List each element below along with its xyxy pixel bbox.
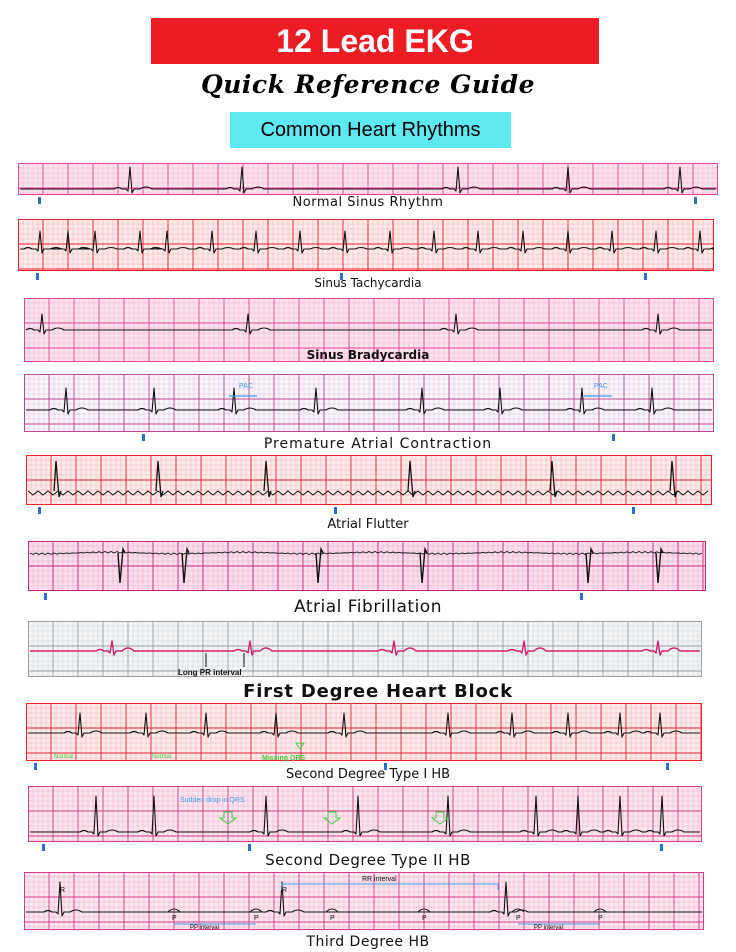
strip-marker	[660, 844, 663, 851]
caption-first-degree: First Degree Heart Block	[243, 681, 513, 702]
pac-label: PAC	[239, 383, 253, 390]
strip-marker	[248, 844, 251, 851]
ekg-strip-second-degree-type-2	[28, 786, 702, 852]
ekg-strip-second-degree-type-1	[26, 703, 702, 771]
ekg-strip-third-degree	[24, 872, 704, 940]
long-pr-label: Long PR interval	[178, 668, 242, 677]
r-label: R	[282, 887, 288, 894]
p-label: P	[330, 915, 335, 922]
caption-sinus-bradycardia: Sinus Bradycardia	[306, 348, 430, 362]
caption-second-degree-type-2: Second Degree Type II HB	[265, 851, 471, 869]
pp-interval-label: PP interval	[534, 925, 563, 930]
ekg-strip-atrial-fibrillation	[28, 541, 706, 601]
p-label: P	[254, 915, 259, 922]
caption-sinus-tachycardia: Sinus Tachycardia	[314, 276, 422, 290]
caption-normal-sinus: Normal Sinus Rhythm	[292, 195, 444, 210]
caption-atrial-fibrillation: Atrial Fibrillation	[294, 597, 442, 617]
p-label: P	[516, 915, 521, 922]
sudden-drop-label: Sudden drop in QRS	[180, 797, 245, 804]
pac-label: PAC	[594, 383, 608, 390]
caption-second-degree-type-1: Second Degree Type I HB	[285, 767, 451, 782]
ekg-strip-atrial-flutter	[26, 455, 712, 515]
pp-interval-label: PP interval	[190, 925, 219, 930]
ekg-strip-first-degree	[28, 621, 702, 687]
ekg-strip-pac	[24, 374, 714, 442]
caption-pac: Premature Atrial Contraction	[263, 436, 493, 452]
rr-interval-label: RR interval	[362, 876, 397, 883]
page-subtitle: Quick Reference Guide	[200, 70, 536, 99]
category-label: Common Heart Rhythms	[230, 112, 511, 148]
normal-label: Normal	[152, 754, 172, 760]
strip-marker	[42, 844, 45, 851]
normal-label: Normal	[54, 754, 74, 760]
missing-qrs-label: Missing QRS	[262, 755, 306, 761]
p-label: P	[172, 915, 177, 922]
strip-marker	[334, 507, 337, 514]
p-label: P	[598, 915, 603, 922]
strip-marker	[38, 507, 41, 514]
strip-marker	[632, 507, 635, 514]
p-label: P	[422, 915, 427, 922]
caption-third-degree: Third Degree HB	[306, 934, 430, 950]
caption-atrial-flutter: Atrial Flutter	[327, 517, 409, 532]
r-label: R	[60, 887, 66, 894]
ekg-strip-sinus-tachycardia	[18, 219, 714, 281]
page-title: 12 Lead EKG	[151, 18, 599, 64]
